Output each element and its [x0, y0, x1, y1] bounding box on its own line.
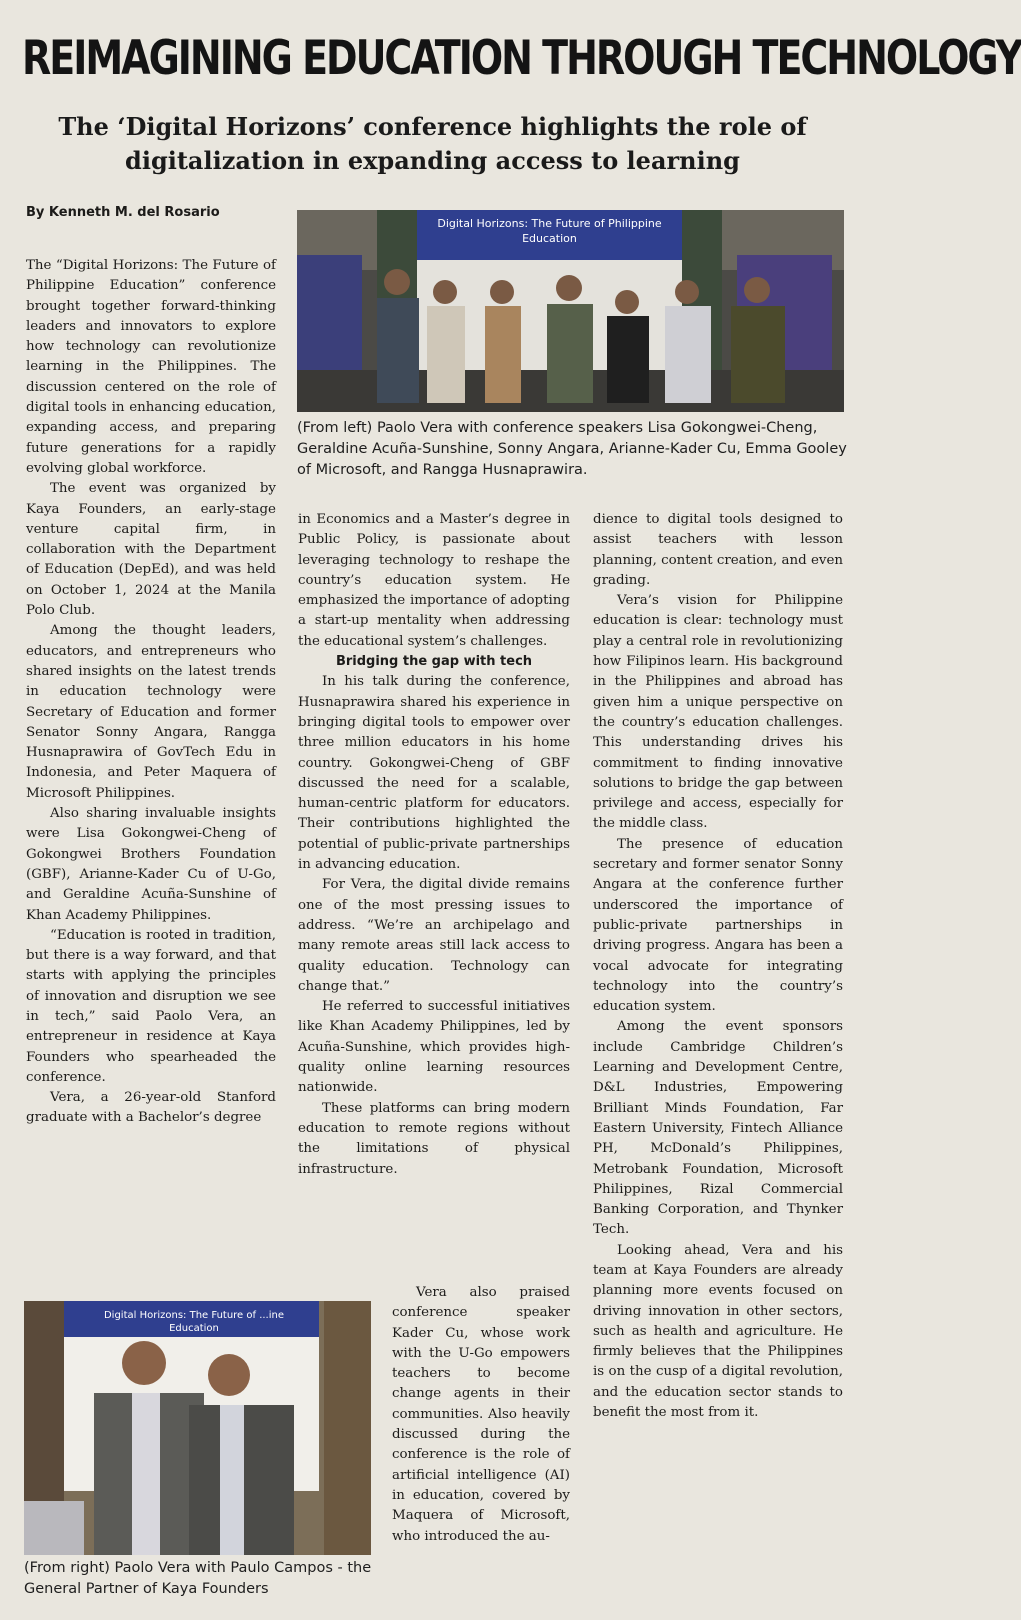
- section-subheading: Bridging the gap with tech: [335, 654, 533, 670]
- portrait-photo-illustration: [24, 1301, 371, 1555]
- article-column-1: [26, 256, 276, 1129]
- paragraph: The event was organized by Kaya Founders, an early-stage venture capital firm, in collaboration with the Department of Education (DepEd), and was held on October 1, 2024 at the Manila Polo Club.: [26, 481, 276, 619]
- paragraph: “Education is rooted in tradition, but there is a way forward, and that starts with applying the principles of innovation and disruption we see in tech,” said Paolo Vera, an entrepreneur in residence at Kaya Founders who spearheaded the conference.: [26, 927, 276, 1085]
- conference-group-photo: [297, 210, 844, 412]
- paragraph: The “Digital Horizons: The Future of Philippine Education” conference brought together forward-thinking leaders and innovators to explore how technology can revolutionize learning in the Philippines. The discussion centered on the role of digital tools in enhancing education, expanding access, and preparing future generations for a rapidly evolving global workforce.: [26, 258, 276, 476]
- paragraph: Among the event sponsors include Cambridge Children’s Learning and Development Centre, D&L Industries, Empowering Brilliant Minds Foundation, Far Eastern University, Fintech Alliance PH, McDonald’s Philippines, Metrobank Foundation, Microsoft Philippines, Rizal Commercial Banking Corporation, and Thynker Tech.: [593, 1019, 843, 1238]
- paragraph: in Economics and a Master’s degree in Public Policy, is passionate about leveraging technology to reshape the country’s education system. He emphasized the importance of adopting a start-up mentality when addressing the educational system’s challenges.: [298, 512, 570, 649]
- paragraph: Vera, a 26-year-old Stanford graduate with a Bachelor’s degree: [26, 1090, 276, 1126]
- banner-text: Digital Horizons: The Future of ...ine Education: [103, 1310, 285, 1334]
- article-column-2-narrow: [392, 1283, 570, 1547]
- byline: By Kenneth M. del Rosario: [26, 205, 220, 220]
- paragraph: These platforms can bring modern education to remote regions without the limitations of physical infrastructure.: [298, 1100, 570, 1177]
- photo-caption-1: (From left) Paolo Vera with conference speakers Lisa Gokongwei-Cheng, Geraldine Acuña-Sunshine, Sonny Angara, Arianne-Kader Cu, Emma Gooley of Microsoft, and Rangga Husnaprawira.: [297, 420, 847, 478]
- portrait-photo: [24, 1301, 371, 1555]
- paragraph: Vera also praised conference speaker Kader Cu, whose work with the U-Go empowers teachers to become change agents in their communities. Also heavily discussed during the conference is the role of artificial intelligence (AI) in education, covered by Maquera of Microsoft, who introduced the au-: [392, 1285, 570, 1544]
- article-column-3: [593, 510, 843, 1423]
- paragraph: The presence of education secretary and former senator Sonny Angara at the conference further underscored the importance of public-private partnerships in driving progress. Angara has been a vocal advocate for integrating technology into the country’s education system.: [593, 836, 843, 1015]
- paragraph: Among the thought leaders, educators, and entrepreneurs who shared insights on the latest trends in education technology were Secretary of Education and former Senator Sonny Angara, Rangga Husnaprawira of GovTech Edu in Indonesia, and Peter Maquera of Microsoft Philippines.: [26, 623, 276, 801]
- banner-text: Digital Horizons: The Future of Philippine Education: [437, 217, 662, 245]
- paragraph: Also sharing invaluable insights were Lisa Gokongwei-Cheng of Gokongwei Brothers Foundation (GBF), Arianne-Kader Cu of U-Go, and Geraldine Acuña-Sunshine of Khan Academy Philippines.: [26, 806, 276, 923]
- article-column-2: [298, 510, 570, 1180]
- subheadline: The ‘Digital Horizons’ conference highlights the role of digitalization in expanding access to learning: [58, 112, 807, 175]
- photo-caption-2: (From right) Paolo Vera with Paulo Campos - the General Partner of Kaya Founders: [24, 1560, 372, 1597]
- paragraph: Looking ahead, Vera and his team at Kaya Founders are already planning more events focused on driving innovation in other sectors, such as health and agriculture. He firmly believes that the Philippines is on the cusp of a digital revolution, and the education sector stands to benefit the most from it.: [593, 1242, 843, 1421]
- headline: REIMAGINING EDUCATION THROUGH TECHNOLOGY: [22, 30, 1021, 85]
- paragraph: dience to digital tools designed to assist teachers with lesson planning, content creation, and even grading.: [593, 512, 843, 588]
- paragraph: Vera’s vision for Philippine education is clear: technology must play a central role in revolutionizing how Filipinos learn. His background in the Philippines and abroad has given him a unique perspective on the country’s education challenges. This understanding drives his commitment to finding innovative solutions to bridge the gap between privilege and access, especially for the middle class.: [593, 593, 843, 832]
- paragraph: For Vera, the digital divide remains one of the most pressing issues to address. “We’re an archipelago and many remote areas still lack access to quality education. Technology can change that.”: [298, 877, 570, 994]
- paragraph: He referred to successful initiatives like Khan Academy Philippines, led by Acuña-Sunshine, which provides high-quality online learning resources nationwide.: [298, 999, 570, 1096]
- paragraph: In his talk during the conference, Husnaprawira shared his experience in bringing digital tools to empower over three million educators in his home country. Gokongwei-Cheng of GBF discussed the need for a scalable, human-centric platform for educators. Their contributions highlighted the potential of public-private partnerships in advancing education.: [298, 674, 570, 873]
